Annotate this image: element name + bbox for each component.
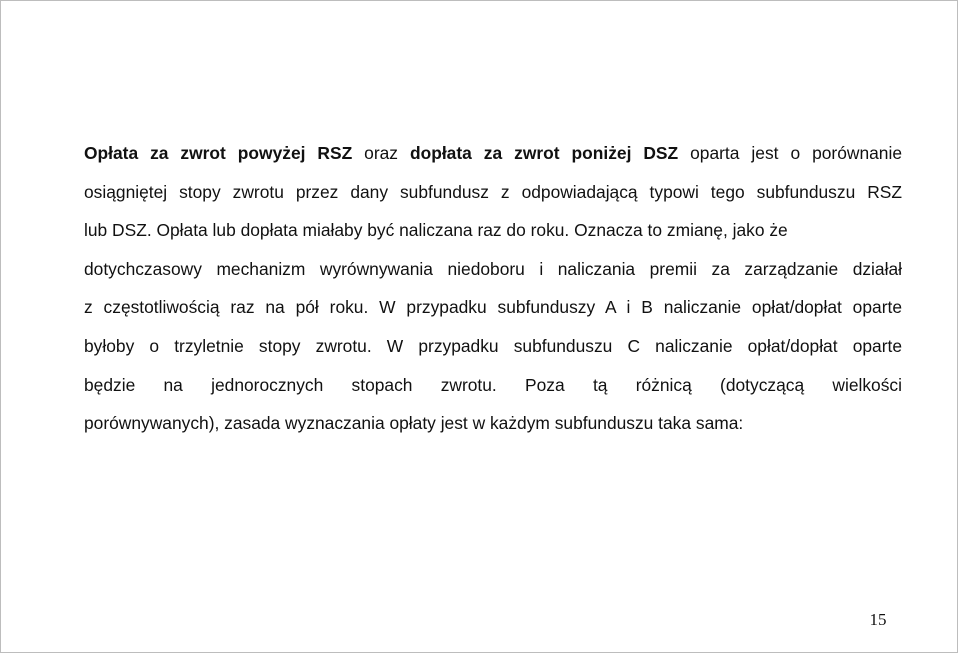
text-line (84, 366, 902, 405)
text-line (84, 173, 902, 212)
bold-text: dopłata za zwrot poniżej DSZ (409, 143, 679, 163)
text-segment: lub DSZ. Opłata lub dopłata miałaby być naliczana raz do roku. Oznacza to zmianę, jako że (84, 220, 788, 241)
text-line (84, 404, 902, 443)
text-segment: porównywanych), zasada wyznaczania opłaty jest w każdym subfunduszu taka sama: (84, 413, 744, 434)
text-line (84, 250, 902, 289)
text-segment: z częstotliwością raz na pół roku. W przypadku subfunduszy A i B naliczanie opłat/dopłat oparte (84, 297, 902, 318)
text-segment: osiągniętej stopy zwrotu przez dany subfundusz z odpowiadającą typowi tego subfunduszu RSZ (84, 181, 902, 202)
text-line (84, 134, 902, 173)
text-segment: byłoby o trzyletnie stopy zwrotu. W przypadku subfunduszu C naliczanie opłat/dopłat oparte (84, 335, 902, 356)
text-line (84, 327, 902, 366)
text-line (84, 211, 902, 250)
paragraph (84, 134, 902, 443)
text-segment: dotychczasowy mechanizm wyrównywania niedoboru i naliczania premii za zarządzanie działał (84, 258, 902, 279)
page-number: 15 (869, 610, 887, 629)
bold-text: Opłata za zwrot powyżej RSZ (84, 143, 353, 163)
text-segment: oraz (352, 143, 410, 163)
text-line (84, 288, 902, 327)
text-segment: oparta jest o porównanie (678, 143, 902, 163)
text-segment: będzie na jednorocznych stopach zwrotu. Poza tą różnicą (dotyczącą wielkości (84, 374, 902, 395)
